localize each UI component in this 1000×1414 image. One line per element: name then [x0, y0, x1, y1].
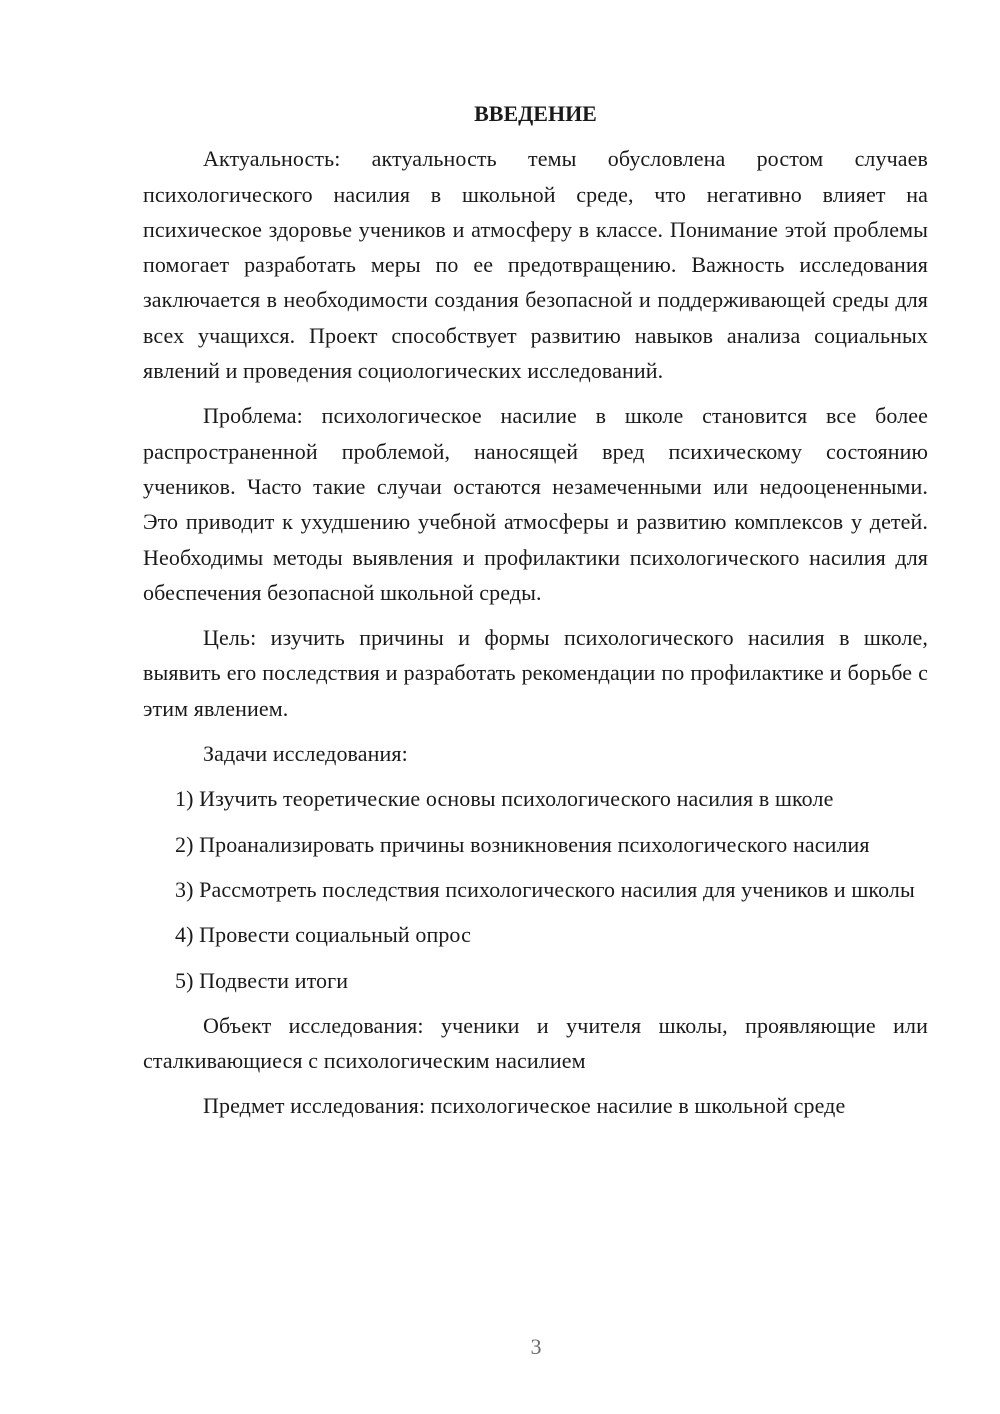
- task-item-5: 5) Подвести итоги: [175, 967, 349, 993]
- tasks-title: Задачи исследования:: [203, 741, 408, 767]
- section-heading: ВВЕДЕНИЕ: [474, 101, 597, 126]
- object-paragraph: Объект исследования: ученики и учителя школы, проявляющие или сталкивающиеся с психологическим насилием: [143, 1012, 928, 1074]
- goal-paragraph: Цель: изучить причины и формы психологического насилия в школе, выявить его последствия и разработать рекомендации по профилактике и борьбе с этим явлением.: [143, 625, 928, 721]
- task-item-1: 1) Изучить теоретические основы психологического насилия в школе: [175, 786, 834, 812]
- task-item-4: 4) Провести социальный опрос: [175, 922, 471, 948]
- task-item-2: 2) Проанализировать причины возникновения психологического насилия: [175, 831, 870, 857]
- problem-paragraph: Проблема: психологическое насилие в школе становится все более распространенной проблемой, наносящей вред психическому состоянию учеников. Часто такие случаи остаются незамеченными или недооцененными. Это приводит к ухудшению учебной атмосферы и развитию комплексов у детей. Необходимы методы выявления и профилактики психологического насилия для обеспечения безопасной школьной среды.: [143, 403, 928, 605]
- subject-paragraph: Предмет исследования: психологическое насилие в школьной среде: [203, 1093, 846, 1119]
- document-page: [143, 96, 928, 1134]
- task-item-3: 3) Рассмотреть последствия психологического насилия для учеников и школы: [175, 876, 915, 902]
- relevance-paragraph: Актуальность: актуальность темы обусловлена ростом случаев психологического насилия в школьной среде, что негативно влияет на психическое здоровье учеников и атмосферу в классе. Понимание этой проблемы помогает разработать меры по ее предотвращению. Важность исследования заключается в необходимости создания безопасной и поддерживающей среды для всех учащихся. Проект способствует развитию навыков анализа социальных явлений и проведения социологических исследований.: [143, 146, 928, 384]
- page-number: 3: [530, 1334, 542, 1359]
